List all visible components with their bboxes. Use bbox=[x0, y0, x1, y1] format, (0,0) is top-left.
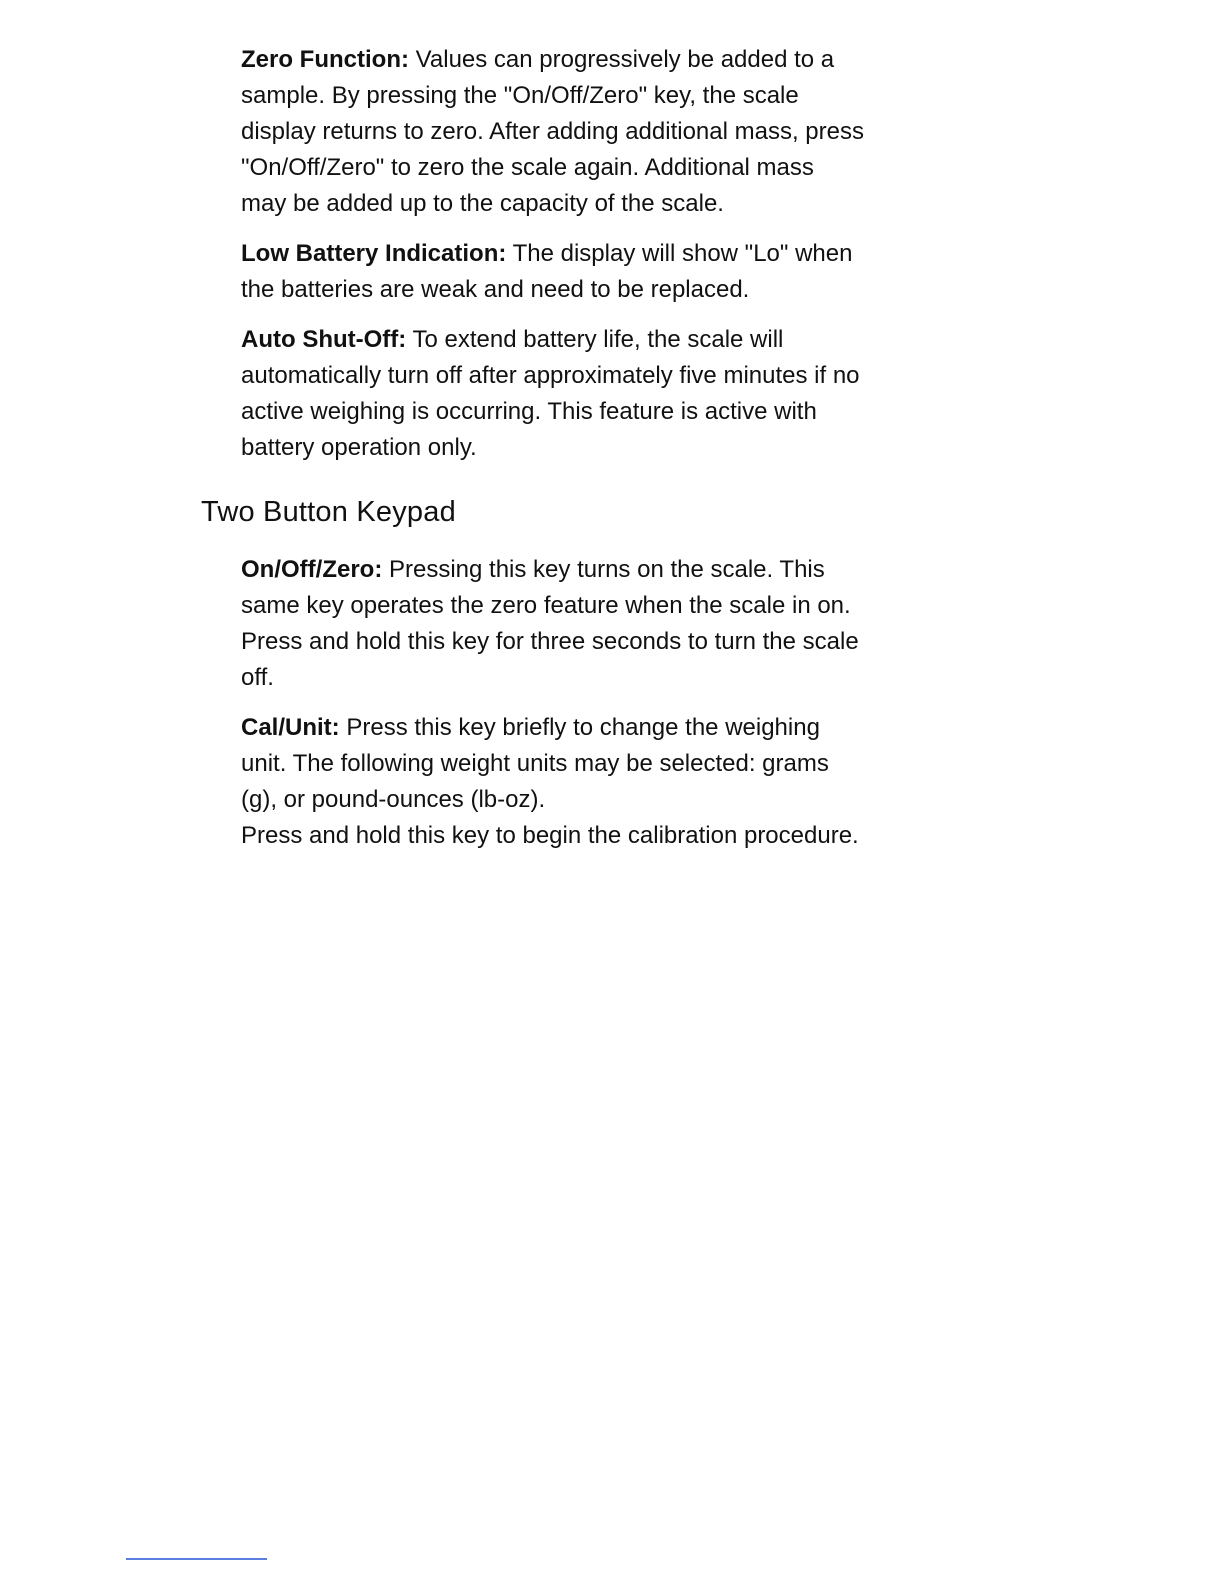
entry-line bbox=[241, 236, 901, 272]
entry-line bbox=[241, 42, 901, 78]
entry-line: Press and hold this key to begin the calibration procedure. bbox=[241, 822, 859, 849]
entry-line: same key operates the zero feature when the scale in on. bbox=[241, 592, 851, 619]
auto-shut-off-entry bbox=[241, 322, 901, 466]
entry-line: sample. By pressing the "On/Off/Zero" key, the scale bbox=[241, 82, 799, 109]
entry-line bbox=[241, 322, 901, 358]
entry-text: Values can progressively be added to a bbox=[415, 46, 835, 73]
entry-line: "On/Off/Zero" to zero the scale again. Additional mass bbox=[241, 154, 814, 181]
entry-line: may be added up to the capacity of the scale. bbox=[241, 190, 724, 217]
entry-line: (g), or pound-ounces (lb-oz). bbox=[241, 786, 546, 813]
entry-term: On/Off/Zero: bbox=[241, 556, 383, 583]
entry-text: Pressing this key turns on the scale. This bbox=[389, 556, 825, 583]
entry-line: battery operation only. bbox=[241, 434, 477, 461]
zero-function-entry bbox=[241, 42, 901, 222]
entry-line: automatically turn off after approximately five minutes if no bbox=[241, 362, 860, 389]
entry-text: Press this key briefly to change the weighing bbox=[346, 714, 820, 741]
section-heading: Two Button Keypad bbox=[201, 496, 456, 528]
footer-rule bbox=[126, 1558, 267, 1560]
entry-line: the batteries are weak and need to be replaced. bbox=[241, 276, 750, 303]
entry-line: active weighing is occurring. This feature is active with bbox=[241, 398, 817, 425]
entry-line: off. bbox=[241, 664, 274, 691]
entry-line: Press and hold this key for three seconds to turn the scale bbox=[241, 628, 859, 655]
entry-line: unit. The following weight units may be selected: grams bbox=[241, 750, 829, 777]
entry-term: Low Battery Indication: bbox=[241, 240, 507, 267]
entry-line bbox=[241, 552, 901, 588]
entry-text: To extend battery life, the scale will bbox=[412, 326, 784, 353]
cal-unit-entry bbox=[241, 710, 901, 854]
keypad-section bbox=[241, 552, 901, 854]
features-section bbox=[241, 42, 901, 466]
entry-line: display returns to zero. After adding additional mass, press bbox=[241, 118, 864, 145]
entry-term: Cal/Unit: bbox=[241, 714, 340, 741]
on-off-zero-entry bbox=[241, 552, 901, 696]
entry-text: The display will show "Lo" when bbox=[512, 240, 853, 267]
entry-term: Auto Shut-Off: bbox=[241, 326, 407, 353]
entry-line bbox=[241, 710, 901, 746]
low-battery-entry bbox=[241, 236, 901, 308]
entry-term: Zero Function: bbox=[241, 46, 409, 73]
